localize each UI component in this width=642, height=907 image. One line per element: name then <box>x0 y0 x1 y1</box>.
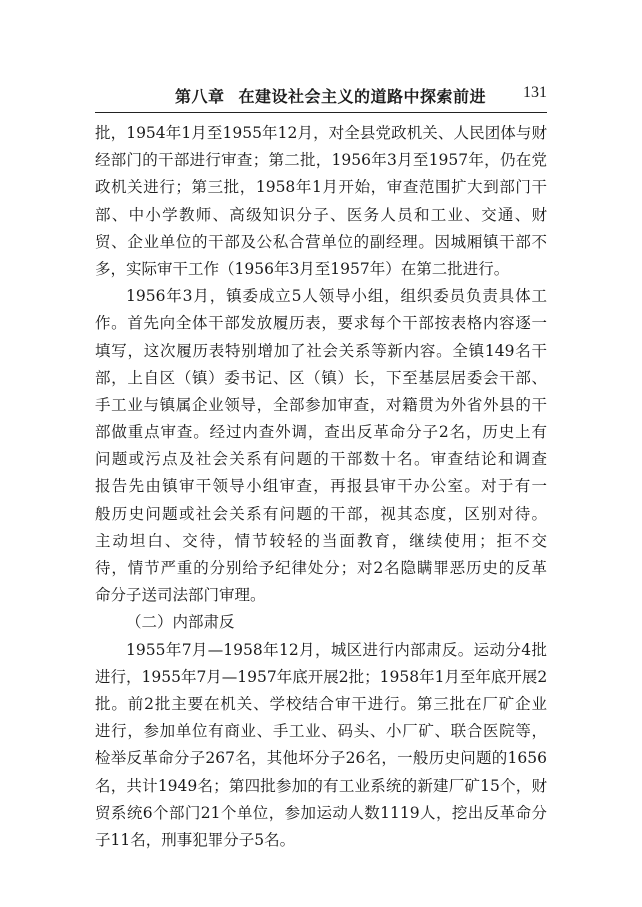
text-line: 进行，1955年7月—1957年底开展2批；1958年1月至年底开展2 <box>95 667 547 686</box>
text-line: 命分子送司法部门审理。 <box>95 586 266 605</box>
text-line: 检举反革命分子267名，其他坏分子26名，一般历史问题的1656 <box>95 749 547 768</box>
text-line: 批。前2批主要在机关、学校结合审干进行。第三批在厂矿企业 <box>95 694 547 713</box>
page-number: 131 <box>523 84 547 101</box>
running-header <box>95 84 547 113</box>
text-line: 部、中小学教师、高级知识分子、医务人员和工业、交通、财 <box>95 205 547 224</box>
text-line: 手工业与镇属企业领导，全部参加审查，对籍贯为外省外县的干 <box>95 395 547 414</box>
text-line: 进行，参加单位有商业、手工业、码头、小厂矿、联合医院等， <box>95 722 547 741</box>
text-line: 多，实际审干工作（1956年3月至1957年）在第二批进行。 <box>95 259 510 278</box>
text-line: 问题或污点及社会关系有问题的干部数十名。审查结论和调查 <box>95 450 547 469</box>
text-line: 1956年3月，镇委成立5人领导小组，组织委员负责具体工 <box>126 287 547 306</box>
text-line: 经部门的干部进行审查；第二批，1956年3月至1957年，仍在党 <box>95 151 547 170</box>
chapter-number: 第八章 <box>175 87 225 106</box>
text-line: 1955年7月—1958年12月，城区进行内部肃反。运动分4批 <box>126 640 547 659</box>
text-line: 政机关进行；第三批，1958年1月开始，审查范围扩大到部门干 <box>95 178 547 197</box>
text-line: 部做重点审查。经过内查外调，查出反革命分子2名，历史上有 <box>95 423 547 442</box>
text-line: 填写，这次履历表特别增加了社会关系等新内容。全镇149名干 <box>95 341 547 360</box>
text-line: 批，1954年1月至1955年12月，对全县党政机关、人民团体与财 <box>95 124 547 142</box>
text-line: 名，共计1949名；第四批参加的有工业系统的新建厂矿15个，财 <box>95 776 547 795</box>
text-line: 贸系统6个部门21个单位，参加运动人数1119人，挖出反革命分 <box>95 803 547 822</box>
text-line: 般历史问题或社会关系有问题的干部，视其态度，区别对待。 <box>95 504 547 523</box>
text-line: 贸、企业单位的干部及公私合营单位的副经理。因城厢镇干部不 <box>95 232 547 251</box>
text-line: 报告先由镇审干领导小组审查，再报县审干办公室。对于有一 <box>95 477 547 496</box>
text-line: 部，上自区（镇）委书记、区（镇）长，下至基层居委会干部、 <box>95 368 547 387</box>
text-line: 待，情节严重的分别给予纪律处分；对2名隐瞒罪恶历史的反革 <box>95 559 547 577</box>
chapter-title: 在建设社会主义的道路中探索前进 <box>238 87 487 106</box>
body-text <box>95 120 547 854</box>
chapter-heading <box>175 84 486 107</box>
section-subheading: （二）内部肃反 <box>126 613 235 632</box>
text-line: 主动坦白、交待，情节较轻的当面教育，继续使用；拒不交 <box>95 531 547 550</box>
text-line: 作。首先向全体干部发放履历表，要求每个干部按表格内容逐一 <box>95 314 547 333</box>
text-line: 子11名，刑事犯罪分子5名。 <box>95 830 296 849</box>
